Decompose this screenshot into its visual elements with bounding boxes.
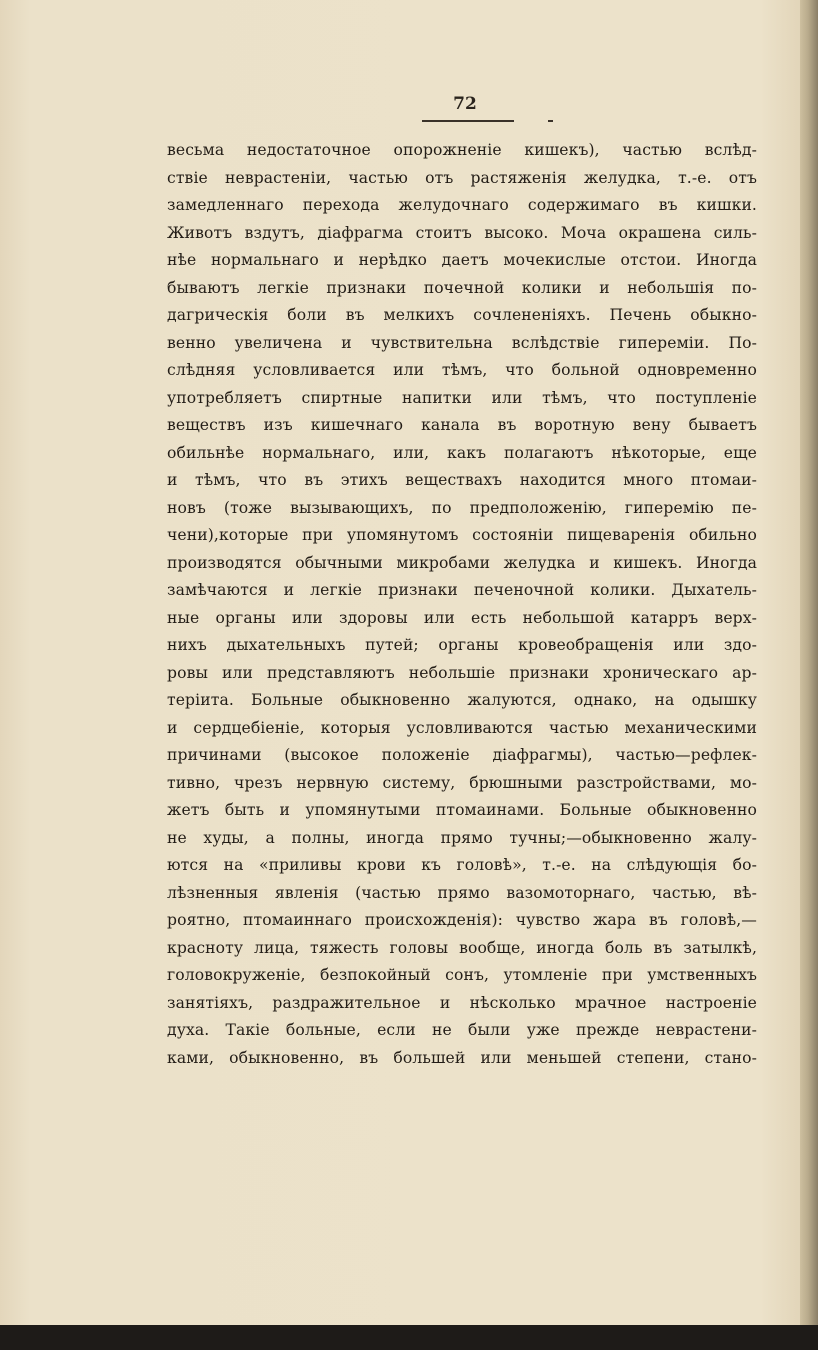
text-line: теріита. Больные обыкновенно жалуются, однако, на одышку (167, 691, 757, 709)
text-line: духа. Такіе больные, если не были уже прежде неврастени- (167, 1021, 757, 1039)
text-line: веществъ изъ кишечнаго канала въ воротную вену бываетъ (167, 416, 757, 434)
text-line: роятно, птомаиннаго происхожденія): чувство жара въ головѣ,— (167, 911, 757, 929)
page-number: 72 (453, 94, 477, 114)
text-line: нихъ дыхательныхъ путей; органы кровеобращенія или здо- (167, 636, 757, 654)
text-line: бываютъ легкіе признаки почечной колики и небольшія по- (167, 278, 757, 297)
text-line: весьма недостаточное опорожненіе кишекъ), частью вслѣд- (167, 141, 757, 159)
text-line: не худы, а полны, иногда прямо тучны;—обыкновенно жалу- (167, 828, 757, 847)
header-rule-mark (548, 120, 553, 122)
text-line: красноту лица, тяжесть головы вообще, иногда боль въ затылкѣ, (167, 938, 757, 957)
text-line: ются на «приливы крови къ головѣ», т.-е. на слѣдующія бо- (167, 856, 757, 874)
text-line: тивно, чрезъ нервную систему, брюшными разстройствами, мо- (167, 773, 757, 792)
text-line: замедленнаго перехода желудочнаго содержимаго въ кишки. (167, 196, 757, 214)
text-line: ные органы или здоровы или есть небольшой катарръ верх- (167, 608, 757, 627)
header-rule (422, 120, 514, 122)
text-line: нѣе нормальнаго и нерѣдко даетъ мочекислые отстои. Иногда (167, 251, 757, 269)
text-line: ствіе неврастеніи, частью отъ растяженія желудка, т.-е. отъ (167, 168, 757, 187)
text-line: причинами (высокое положеніе діафрагмы), частью—рефлек- (167, 746, 757, 764)
text-line: Животъ вздутъ, діафрагма стоитъ высоко. Моча окрашена силь- (167, 223, 757, 242)
text-line: употребляетъ спиртные напитки или тѣмъ, что поступленіе (167, 388, 757, 407)
text-line: головокруженіе, безпокойный сонъ, утомленіе при умственныхъ (167, 966, 757, 984)
text-line: лѣзненныя явленія (частью прямо вазомоторнаго, частью, вѣ- (167, 883, 757, 902)
text-line: производятся обычными микробами желудка и кишекъ. Иногда (167, 553, 757, 572)
text-line: занятіяхъ, раздражительное и нѣсколько мрачное настроеніе (167, 993, 757, 1012)
text-line: дагрическія боли въ мелкихъ сочлененіяхъ. Печень обыкно- (167, 306, 757, 324)
page-edge (800, 0, 818, 1325)
text-line: ровы или представляютъ небольшіе признаки хроническаго ар- (167, 663, 757, 682)
scan-background (0, 1325, 818, 1350)
text-line: чени),которые при упомянутомъ состояніи пищеваренія обильно (167, 526, 757, 544)
text-line: обильнѣе нормальнаго, или, какъ полагаютъ нѣкоторые, еще (167, 443, 757, 462)
text-line: замѣчаются и легкіе признаки печеночной колики. Дыхатель- (167, 581, 757, 599)
text-line: жетъ быть и упомянутыми птомаинами. Больные обыкновенно (167, 801, 757, 819)
text-line: и тѣмъ, что въ этихъ веществахъ находится много птомаи- (167, 471, 757, 489)
text-line: новъ (тоже вызывающихъ, по предположенію, гиперемію пе- (167, 498, 757, 517)
text-line: венно увеличена и чувствительна вслѣдствіе гипереміи. По- (167, 333, 757, 352)
text-line: ками, обыкновенно, въ большей или меньшей степени, стано- (167, 1048, 757, 1067)
text-line: и сердцебіеніе, которыя условливаются частью механическими (167, 718, 757, 737)
text-line: слѣдняя условливается или тѣмъ, что больной одновременно (167, 361, 757, 379)
body-text (167, 137, 757, 1072)
